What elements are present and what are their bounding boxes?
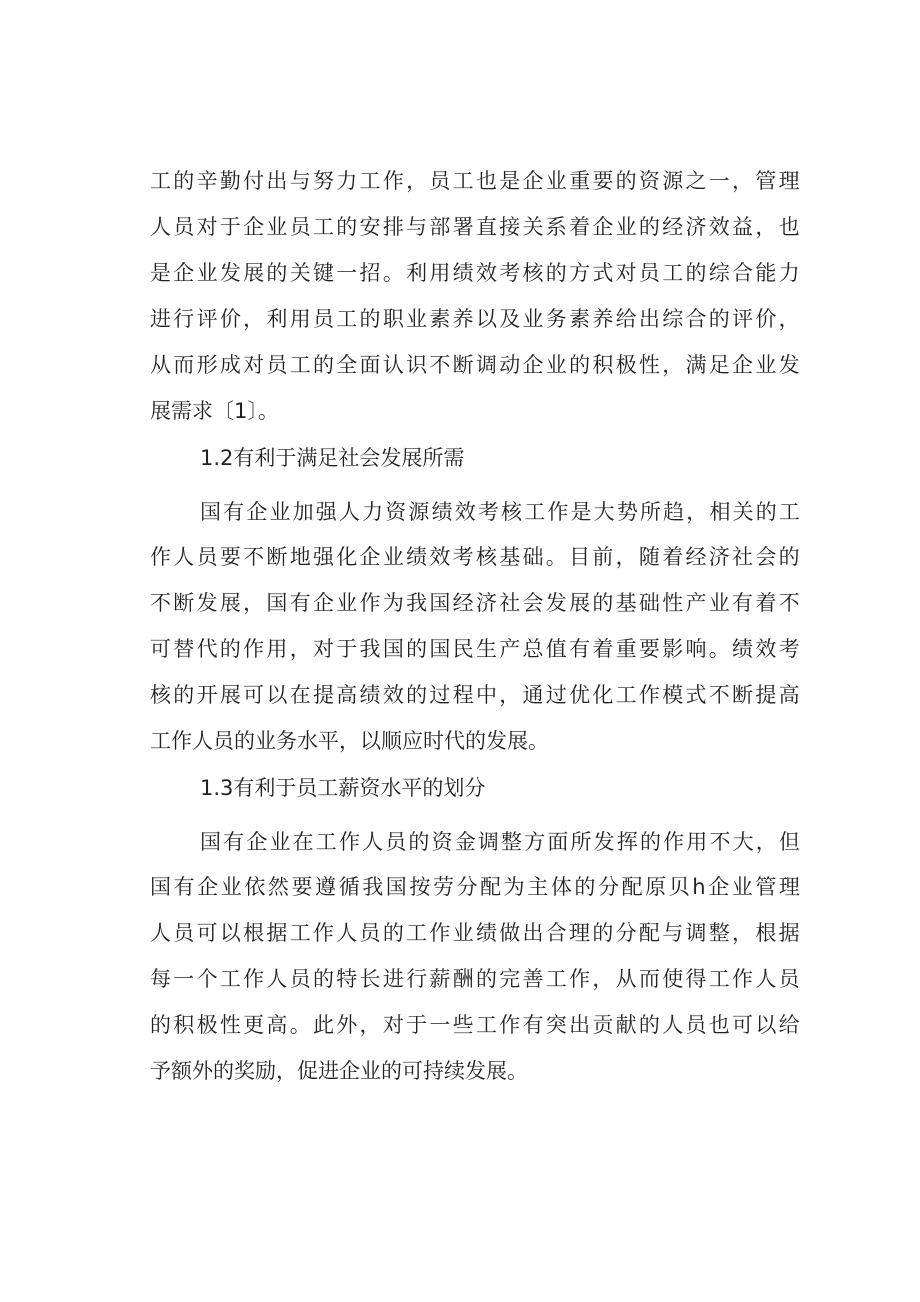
paragraph-line: 予额外的奖励，促进企业的可持续发展。 bbox=[150, 1059, 528, 1083]
paragraph-line: 国 有 企 业 依 然 要 遵 循 我 国 按 劳 分 配 为 主 体 的 分 配 原 贝 h 企 业 管 理 bbox=[150, 875, 800, 899]
paragraph-line: 作 人 员 要 不 断 地 强 化 企 业 绩 效 考 核 基 础 。 目 前 ， 随 着 经 济 社 会 的 bbox=[150, 545, 800, 569]
paragraph-line: 核 的 开 展 可 以 在 提 高 绩 效 的 过 程 中 ， 通 过 优 化 工 作 模 式 不 断 提 高 bbox=[150, 683, 800, 707]
paragraph-line: 工作人员的业务水平，以顺应时代的发展。 bbox=[150, 729, 549, 753]
paragraph-line: 人 员 对 于 企 业 员 工 的 安 排 与 部 署 直 接 关 系 着 企 业 的 经 济 效 益 ， 也 bbox=[150, 215, 800, 239]
paragraph-line: 从 而 形 成 对 员 工 的 全 面 认 识 不 断 调 动 企 业 的 积 极 性 ， 满 足 企 业 发 bbox=[150, 353, 800, 377]
paragraph-line: 国 有 企 业 在 工 作 人 员 的 资 金 调 整 方 面 所 发 挥 的 作 用 不 大 ， 但 bbox=[200, 830, 800, 854]
paragraph-line: 的 积 极 性 更 高 。 此 外 ， 对 于 一 些 工 作 有 突 出 贡 献 的 人 员 也 可 以 给 bbox=[150, 1013, 800, 1037]
paragraph-line: 国 有 企 业 加 强 人 力 资 源 绩 效 考 核 工 作 是 大 势 所 趋 ， 相 关 的 工 bbox=[200, 500, 800, 524]
paragraph-line: 人 员 可 以 根 据 工 作 人 员 的 工 作 业 绩 做 出 合 理 的 分 配 与 调 整 ， 根 据 bbox=[150, 921, 800, 945]
section-heading: 1.3有利于员工薪资水平的划分 bbox=[200, 776, 486, 800]
paragraph-line: 工 的 辛 勤 付 出 与 努 力 工 作 ， 员 工 也 是 企 业 重 要 的 资 源 之 一 ， 管 理 bbox=[150, 169, 800, 193]
paragraph-line: 是 企 业 发 展 的 关 键 一 招 。 利 用 绩 效 考 核 的 方 式 对 员 工 的 综 合 能 力 bbox=[150, 261, 800, 285]
section-heading: 1.2有利于满足社会发展所需 bbox=[200, 446, 465, 470]
paragraph-line: 展需求〔1〕。 bbox=[150, 399, 279, 423]
paragraph-line: 不 断 发 展 ， 国 有 企 业 作 为 我 国 经 济 社 会 发 展 的 基 础 性 产 业 有 着 不 bbox=[150, 591, 800, 615]
paragraph-line: 可 替 代 的 作 用 ， 对 于 我 国 的 国 民 生 产 总 值 有 着 重 要 影 响 。 绩 效 考 bbox=[150, 637, 800, 661]
paragraph-line: 进 行 评 价 ， 利 用 员 工 的 职 业 素 养 以 及 业 务 素 养 给 出 综 合 的 评 价 ， bbox=[150, 307, 800, 331]
paragraph-line: 每 一 个 工 作 人 员 的 特 长 进 行 薪 酬 的 完 善 工 作 ， 从 而 使 得 工 作 人 员 bbox=[150, 967, 800, 991]
